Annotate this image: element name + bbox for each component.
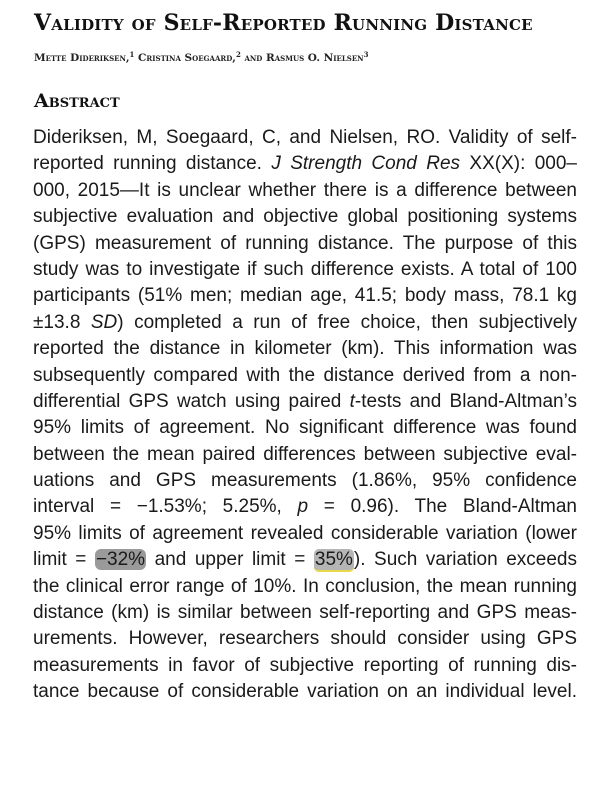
text-run: = 0.96). The Bland-Altman <box>308 496 577 518</box>
abstract-line: study was to investigate if such difference exists. A total of 100 <box>33 258 577 280</box>
italic-run: J Strength Cond Res <box>271 153 461 175</box>
text-run: XX(X): 000– <box>460 153 577 175</box>
author-name: Cristina Soegaard, <box>134 52 236 64</box>
paper-title: Validity of Self-Reported Running Distance <box>34 10 533 36</box>
text-run: ±13.8 <box>33 311 91 333</box>
abstract-line: distance (km) is similar between self-reporting and GPS meas- <box>33 602 577 624</box>
abstract-line: participants (51% men; median age, 41.5; body mass, 78.1 kg <box>33 285 577 307</box>
text-run: ) completed a run of free choice, then subjectively <box>117 311 577 333</box>
abstract-line: 95% limits of agreement. No significant difference was found <box>33 417 577 439</box>
abstract-line: tance because of considerable variation on an individual level. <box>33 681 577 703</box>
author-affiliation-mark: 1 <box>129 50 135 59</box>
author-name: Mette Dideriksen, <box>34 52 130 64</box>
author-list <box>34 50 368 64</box>
text-run: ). Such variation exceeds <box>353 549 577 571</box>
abstract-line <box>33 389 577 415</box>
text-run: reported running distance. <box>33 153 272 175</box>
italic-run: t <box>349 390 355 412</box>
abstract-line: uations and GPS measurements (1.86%, 95% confidence <box>33 470 577 492</box>
abstract-line: 000, 2015—It is unclear whether there is a difference between <box>33 179 577 201</box>
abstract-line: subjective evaluation and objective global positioning systems <box>33 206 577 228</box>
abstract-line: urements. However, researchers should consider using GPS <box>33 628 577 650</box>
text-run: interval = −1.53%; 5.25%, <box>33 496 298 518</box>
abstract-body <box>33 125 577 706</box>
abstract-line: 95% limits of agreement revealed considerable variation (lower <box>33 522 577 544</box>
italic-run: p <box>297 496 309 518</box>
text-run: -tests and Bland-Altman’s <box>354 390 577 412</box>
abstract-line <box>33 310 577 336</box>
abstract-line: reported the distance in kilometer (km). This information was <box>33 338 577 360</box>
abstract-line: the clinical error range of 10%. In conclusion, the mean running <box>33 575 577 597</box>
abstract-line <box>33 151 577 177</box>
abstract-heading: Abstract <box>34 90 120 112</box>
abstract-line: (GPS) measurement of running distance. The purpose of this <box>33 232 577 254</box>
text-run: limit = <box>33 549 95 571</box>
highlighted-text: −32% <box>95 549 146 571</box>
abstract-line: Dideriksen, M, Soegaard, C, and Nielsen, RO. Validity of self- <box>33 127 577 148</box>
text-run: differential GPS watch using paired <box>33 390 350 412</box>
abstract-line <box>33 494 577 520</box>
abstract-line: between the mean paired differences between subjective eval- <box>33 443 577 465</box>
author-name: and Rasmus O. Nielsen <box>240 52 364 64</box>
abstract-line <box>33 547 577 573</box>
author-affiliation-mark: 2 <box>235 50 241 59</box>
italic-run: SD <box>90 311 118 333</box>
abstract-line: subsequently compared with the distance derived from a non- <box>33 364 577 386</box>
abstract-line: measurements in favor of subjective reporting of running dis- <box>33 654 577 676</box>
highlighted-text: 35% <box>314 549 353 571</box>
author-affiliation-mark: 3 <box>363 50 369 59</box>
text-run: and upper limit = <box>146 549 314 571</box>
